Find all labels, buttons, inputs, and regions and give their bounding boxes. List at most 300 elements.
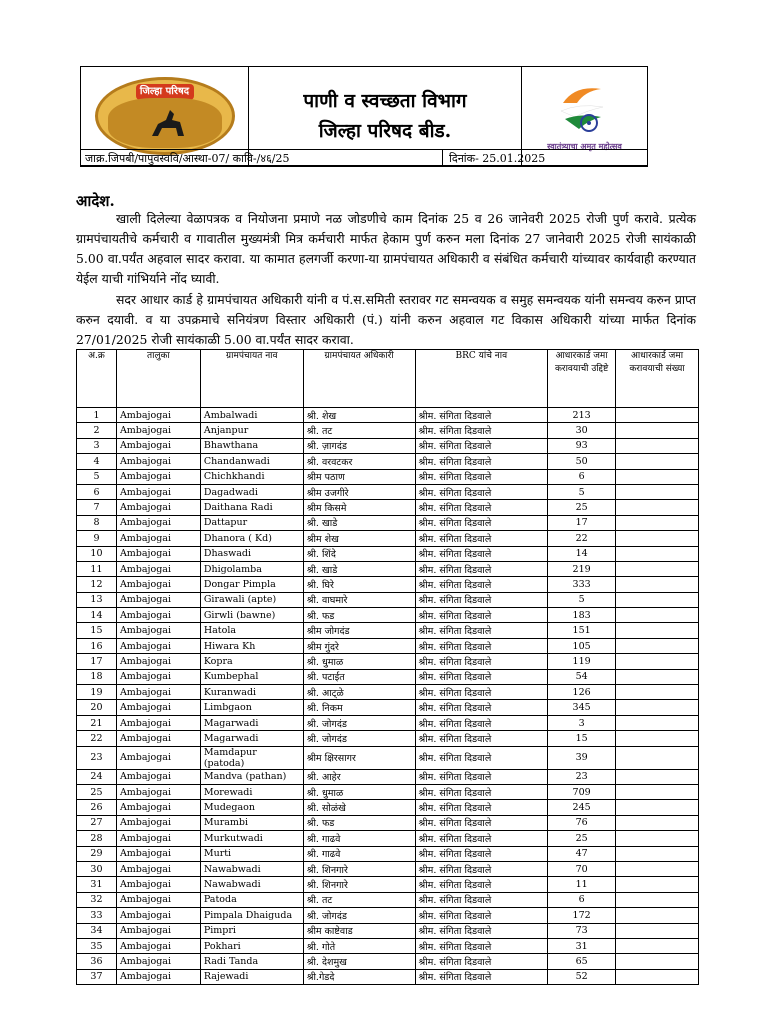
cell-taluka: Ambajogai [116,700,200,715]
cell-target: 6 [548,892,616,907]
header-sr-no: अ.क्र [77,350,117,408]
order-title: आदेश. [76,192,115,210]
cell-gram-panchayat: Dhigolamba [200,561,303,576]
cell-taluka: Ambajogai [116,592,200,607]
order-paragraph-2-text: सदर आधार कार्ड हे ग्रामपंचायत अधिकारी यांनी व पं.स.समिती स्तरावर गट समन्वयक व समुह समन्वयक यांनी समन्वय करुन प्राप्त करुन दयावी. व या उपक्रमाचे सनियंत्रण विस्तार अधिकारी (पं.) यांनी करुन अहवाल गट विकास अधिकारी यांच्या मार्फत दिनांक 27/01/2025 रोजी सायंकाळी 5.00 वा.पर्यंत सादर करावा. [76,292,696,347]
cell-sr-no: 31 [77,877,117,892]
cell-taluka: Ambajogai [116,715,200,730]
table-row [77,846,699,861]
cell-brc-name: श्रीम. संगिता दिडवाले [415,623,548,638]
cell-gram-panchayat: Murti [200,846,303,861]
cell-sr-no: 3 [77,438,117,453]
azadi-logo-caption: स्वातंत्र्याचा अमृत महोत्सव [547,140,622,151]
cell-brc-name: श्रीम. संगिता दिडवाले [415,877,548,892]
cell-brc-name: श्रीम. संगिता दिडवाले [415,669,548,684]
cell-count [616,654,699,669]
cell-count [616,831,699,846]
cell-brc-name: श्रीम. संगिता दिडवाले [415,685,548,700]
table-row [77,685,699,700]
cell-sr-no: 6 [77,484,117,499]
cell-taluka: Ambajogai [116,685,200,700]
cell-gram-panchayat: Magarwadi [200,731,303,746]
cell-brc-name: श्रीम. संगिता दिडवाले [415,861,548,876]
cell-taluka: Ambajogai [116,608,200,623]
cell-gram-panchayat: Radi Tanda [200,954,303,969]
cell-sr-no: 36 [77,954,117,969]
cell-taluka: Ambajogai [116,846,200,861]
cell-taluka: Ambajogai [116,469,200,484]
zilla-parishad-title: जिल्हा परिषद बीड. [318,120,452,142]
cell-count [616,731,699,746]
cell-brc-name: श्रीम. संगिता दिडवाले [415,608,548,623]
reference-number: जाक्र.जिपबी/पापुवस्ववि/आस्था-07/ कावि-/४६/25 [80,150,443,167]
cell-gp-officer: श्री. सोळंखे [303,800,415,815]
table-row [77,423,699,438]
cell-target: 25 [548,500,616,515]
cell-brc-name: श्रीम. संगिता दिडवाले [415,592,548,607]
cell-count [616,784,699,799]
cell-sr-no: 1 [77,408,117,423]
cell-taluka: Ambajogai [116,484,200,499]
cell-brc-name: श्रीम. संगिता दिडवाले [415,454,548,469]
azadi-amrit-mahotsav-logo-icon [545,81,625,139]
cell-gram-panchayat: Chandanwadi [200,454,303,469]
table-row [77,815,699,830]
cell-brc-name: श्रीम. संगिता दिडवाले [415,561,548,576]
cell-taluka: Ambajogai [116,769,200,784]
cell-target: 5 [548,592,616,607]
order-paragraph-2 [76,290,696,350]
cell-taluka: Ambajogai [116,638,200,653]
cell-gp-officer: श्री. फड [303,815,415,830]
cell-sr-no: 7 [77,500,117,515]
cell-gram-panchayat: Pimpri [200,923,303,938]
cell-count [616,469,699,484]
horse-rider-icon [148,106,188,142]
header-taluka: तालुका [116,350,200,408]
cell-count [616,408,699,423]
cell-sr-no: 37 [77,969,117,984]
cell-target: 6 [548,469,616,484]
table-row [77,892,699,907]
cell-gp-officer: श्री. खाडे [303,515,415,530]
cell-count [616,423,699,438]
cell-target: 25 [548,831,616,846]
cell-target: 23 [548,769,616,784]
cell-sr-no: 9 [77,531,117,546]
cell-count [616,892,699,907]
table-row [77,784,699,799]
cell-brc-name: श्रीम. संगिता दिडवाले [415,938,548,953]
cell-brc-name: श्रीम. संगिता दिडवाले [415,846,548,861]
cell-taluka: Ambajogai [116,969,200,984]
cell-target: 70 [548,861,616,876]
cell-sr-no: 35 [77,938,117,953]
cell-gp-officer: श्री. पटाईत [303,669,415,684]
cell-count [616,438,699,453]
cell-sr-no: 20 [77,700,117,715]
table-row [77,938,699,953]
cell-gram-panchayat: Magarwadi [200,715,303,730]
cell-gram-panchayat: Mandva (pathan) [200,769,303,784]
cell-sr-no: 18 [77,669,117,684]
cell-gp-officer: श्री. शिनगारे [303,877,415,892]
cell-sr-no: 2 [77,423,117,438]
cell-sr-no: 24 [77,769,117,784]
cell-count [616,969,699,984]
cell-gp-officer: श्री.गेडदे [303,969,415,984]
cell-taluka: Ambajogai [116,908,200,923]
table-body [77,408,699,985]
header-target: आधारकार्ड जमा करावयाची उद्दिष्टे [548,350,616,408]
cell-count [616,877,699,892]
table-row [77,715,699,730]
cell-taluka: Ambajogai [116,454,200,469]
order-paragraph-1-text: खाली दिलेल्या वेळापत्रक व नियोजना प्रमाणे नळ जोडणीचे काम दिनांक 25 व 26 जानेवरी 2025 रोजी पुर्ण करावे. प्रत्येक ग्रामपंचायतीचे कर्मचारी व गावातील मुख्यमंत्री मित्र कर्मचारी मार्फत हेकाम पुर्ण करुन मला दिनांक 27 जानेवारी 2025 रोजी सायंकाळी 5.00 वा.पर्यंत अहवाल सादर करावा. या कामात हलगर्जी करणा-या ग्रामपंचायत अधिकारी व संबंधित कर्मचारी यांच्यावर कार्यवाही करण्यात येईल याची गांभिर्याने नोंद घ्यावी. [76,211,696,286]
table-row [77,700,699,715]
cell-gram-panchayat: Kuranwadi [200,685,303,700]
cell-gp-officer: श्री. जोगदंड [303,731,415,746]
cell-sr-no: 29 [77,846,117,861]
cell-taluka: Ambajogai [116,669,200,684]
cell-gram-panchayat: Hatola [200,623,303,638]
cell-target: 709 [548,784,616,799]
table-row [77,623,699,638]
cell-target: 76 [548,815,616,830]
cell-taluka: Ambajogai [116,423,200,438]
cell-gp-officer: श्रीम क्षिरसागर [303,746,415,769]
cell-gram-panchayat: Girawali (apte) [200,592,303,607]
cell-count [616,500,699,515]
cell-gp-officer: श्री. गोते [303,938,415,953]
cell-sr-no: 14 [77,608,117,623]
cell-gram-panchayat: Murkutwadi [200,831,303,846]
cell-target: 50 [548,454,616,469]
cell-target: 52 [548,969,616,984]
cell-sr-no: 4 [77,454,117,469]
cell-sr-no: 27 [77,815,117,830]
cell-count [616,638,699,653]
cell-target: 183 [548,608,616,623]
cell-gram-panchayat: Pimpala Dhaiguda [200,908,303,923]
cell-gram-panchayat: Dongar Pimpla [200,577,303,592]
cell-gram-panchayat: Dhaswadi [200,546,303,561]
cell-gp-officer: श्री. शिंदे [303,546,415,561]
cell-gram-panchayat: Mudegaon [200,800,303,815]
cell-taluka: Ambajogai [116,815,200,830]
cell-count [616,592,699,607]
table-row [77,969,699,984]
cell-sr-no: 26 [77,800,117,815]
cell-brc-name: श्रीम. संगिता दिडवाले [415,484,548,499]
cell-gram-panchayat: Daithana Radi [200,500,303,515]
cell-sr-no: 33 [77,908,117,923]
table-row [77,731,699,746]
logo-band: जिल्हा परिषद [136,84,194,100]
cell-gp-officer: श्री. फड [303,608,415,623]
cell-gp-officer: श्रीम पठाण [303,469,415,484]
cell-sr-no: 23 [77,746,117,769]
cell-brc-name: श्रीम. संगिता दिडवाले [415,954,548,969]
header-count: आधारकार्ड जमा करावयाची संख्या [616,350,699,408]
table-row [77,454,699,469]
table-row [77,515,699,530]
cell-brc-name: श्रीम. संगिता दिडवाले [415,423,548,438]
cell-count [616,715,699,730]
table-row [77,746,699,769]
cell-taluka: Ambajogai [116,892,200,907]
cell-sr-no: 16 [77,638,117,653]
cell-target: 126 [548,685,616,700]
cell-count [616,623,699,638]
cell-target: 14 [548,546,616,561]
cell-taluka: Ambajogai [116,546,200,561]
table-row [77,877,699,892]
cell-taluka: Ambajogai [116,500,200,515]
cell-count [616,577,699,592]
cell-brc-name: श्रीम. संगिता दिडवाले [415,908,548,923]
cell-brc-name: श्रीम. संगिता दिडवाले [415,469,548,484]
cell-gram-panchayat: Rajewadi [200,969,303,984]
cell-taluka: Ambajogai [116,861,200,876]
cell-sr-no: 32 [77,892,117,907]
cell-gram-panchayat: Ambalwadi [200,408,303,423]
cell-gram-panchayat: Anjanpur [200,423,303,438]
cell-count [616,561,699,576]
cell-target: 15 [548,731,616,746]
cell-taluka: Ambajogai [116,731,200,746]
cell-brc-name: श्रीम. संगिता दिडवाले [415,892,548,907]
table-header-row [77,350,699,408]
cell-gp-officer: श्री. जोगदंड [303,715,415,730]
cell-count [616,454,699,469]
cell-gp-officer: श्री. आट्ळे [303,685,415,700]
cell-gp-officer: श्रीम गुंदरे [303,638,415,653]
cell-gram-panchayat: Murambi [200,815,303,830]
cell-gp-officer: श्री. तट [303,892,415,907]
table-row [77,561,699,576]
cell-sr-no: 30 [77,861,117,876]
cell-target: 22 [548,531,616,546]
table-row [77,954,699,969]
aadhaar-schedule-table [76,349,699,985]
cell-brc-name: श्रीम. संगिता दिडवाले [415,577,548,592]
cell-gp-officer: श्री. आहेर [303,769,415,784]
cell-brc-name: श्रीम. संगिता दिडवाले [415,815,548,830]
cell-sr-no: 22 [77,731,117,746]
cell-target: 39 [548,746,616,769]
table-row [77,769,699,784]
cell-taluka: Ambajogai [116,654,200,669]
table-row [77,654,699,669]
header-gram-panchayat: ग्रामपंचायत नाव [200,350,303,408]
cell-brc-name: श्रीम. संगिता दिडवाले [415,731,548,746]
cell-target: 105 [548,638,616,653]
cell-gp-officer: श्री. धुमाळ [303,654,415,669]
cell-target: 172 [548,908,616,923]
cell-brc-name: श्रीम. संगिता दिडवाले [415,746,548,769]
reference-row [80,149,648,167]
cell-target: 65 [548,954,616,969]
cell-gp-officer: श्रीम शेख [303,531,415,546]
cell-gp-officer: श्रीम जोगदंड [303,623,415,638]
cell-target: 119 [548,654,616,669]
cell-gram-panchayat: Hiwara Kh [200,638,303,653]
cell-gram-panchayat: Nawabwadi [200,877,303,892]
cell-gram-panchayat: Kopra [200,654,303,669]
cell-gp-officer: श्री. ज़ागदंड [303,438,415,453]
cell-target: 151 [548,623,616,638]
cell-brc-name: श्रीम. संगिता दिडवाले [415,438,548,453]
header-gp-officer: ग्रामपंचायत अधिकारी [303,350,415,408]
cell-sr-no: 19 [77,685,117,700]
cell-gram-panchayat: Patoda [200,892,303,907]
table-row [77,531,699,546]
reference-date: दिनांक- 25.01.2025 [443,150,648,167]
cell-target: 31 [548,938,616,953]
cell-brc-name: श्रीम. संगिता दिडवाले [415,969,548,984]
cell-target: 47 [548,846,616,861]
cell-gp-officer: श्री. शेख [303,408,415,423]
cell-count [616,861,699,876]
table-row [77,408,699,423]
cell-sr-no: 34 [77,923,117,938]
cell-brc-name: श्रीम. संगिता दिडवाले [415,531,548,546]
cell-brc-name: श्रीम. संगिता दिडवाले [415,784,548,799]
cell-gp-officer: श्रीम उजगीरे [303,484,415,499]
cell-count [616,546,699,561]
cell-target: 30 [548,423,616,438]
cell-taluka: Ambajogai [116,623,200,638]
table-row [77,800,699,815]
cell-target: 17 [548,515,616,530]
cell-taluka: Ambajogai [116,954,200,969]
table-row [77,638,699,653]
cell-gram-panchayat: Mamdapur (patoda) [200,746,303,769]
cell-count [616,484,699,499]
cell-gp-officer: श्री. वरवटकर [303,454,415,469]
cell-gp-officer: श्री. गाढवे [303,846,415,861]
cell-brc-name: श्रीम. संगिता दिडवाले [415,546,548,561]
cell-gp-officer: श्रीम किसमे [303,500,415,515]
cell-brc-name: श्रीम. संगिता दिडवाले [415,769,548,784]
cell-gp-officer: श्री. जोगदंड [303,908,415,923]
cell-brc-name: श्रीम. संगिता दिडवाले [415,715,548,730]
cell-taluka: Ambajogai [116,561,200,576]
table-row [77,577,699,592]
cell-brc-name: श्रीम. संगिता दिडवाले [415,500,548,515]
cell-taluka: Ambajogai [116,784,200,799]
cell-target: 333 [548,577,616,592]
cell-gp-officer: श्री. गाढवे [303,831,415,846]
cell-count [616,923,699,938]
cell-sr-no: 8 [77,515,117,530]
table-row [77,438,699,453]
cell-sr-no: 10 [77,546,117,561]
cell-gram-panchayat: Bhawthana [200,438,303,453]
cell-count [616,954,699,969]
cell-taluka: Ambajogai [116,408,200,423]
cell-taluka: Ambajogai [116,938,200,953]
cell-gp-officer: श्री. धुमाळ [303,784,415,799]
cell-brc-name: श्रीम. संगिता दिडवाले [415,923,548,938]
cell-count [616,669,699,684]
cell-sr-no: 11 [77,561,117,576]
cell-target: 3 [548,715,616,730]
cell-brc-name: श्रीम. संगिता दिडवाले [415,831,548,846]
cell-sr-no: 12 [77,577,117,592]
cell-sr-no: 15 [77,623,117,638]
cell-target: 245 [548,800,616,815]
cell-brc-name: श्रीम. संगिता दिडवाले [415,638,548,653]
cell-target: 54 [548,669,616,684]
table-row [77,546,699,561]
cell-taluka: Ambajogai [116,515,200,530]
cell-brc-name: श्रीम. संगिता दिडवाले [415,515,548,530]
cell-gp-officer: श्री. तट [303,423,415,438]
cell-gram-panchayat: Dattapur [200,515,303,530]
cell-gp-officer: श्री. निकम [303,700,415,715]
cell-target: 73 [548,923,616,938]
cell-gram-panchayat: Morewadi [200,784,303,799]
cell-count [616,846,699,861]
cell-gram-panchayat: Girwli (bawne) [200,608,303,623]
table-row [77,831,699,846]
cell-gram-panchayat: Chichkhandi [200,469,303,484]
cell-brc-name: श्रीम. संगिता दिडवाले [415,408,548,423]
cell-count [616,938,699,953]
zilla-parishad-logo [95,77,235,155]
cell-taluka: Ambajogai [116,831,200,846]
cell-count [616,908,699,923]
cell-gp-officer: श्री. खाडे [303,561,415,576]
cell-count [616,769,699,784]
cell-gram-panchayat: Limbgaon [200,700,303,715]
cell-brc-name: श्रीम. संगिता दिडवाले [415,800,548,815]
cell-count [616,800,699,815]
cell-count [616,515,699,530]
cell-target: 219 [548,561,616,576]
table-row [77,923,699,938]
cell-gp-officer: श्री. घिरे [303,577,415,592]
cell-count [616,608,699,623]
table-row [77,592,699,607]
cell-taluka: Ambajogai [116,923,200,938]
order-paragraph-1 [76,209,696,289]
table-row [77,469,699,484]
cell-sr-no: 17 [77,654,117,669]
cell-count [616,815,699,830]
header-brc-name: BRC यांचे नाव [415,350,548,408]
cell-taluka: Ambajogai [116,438,200,453]
cell-sr-no: 13 [77,592,117,607]
cell-gram-panchayat: Dagadwadi [200,484,303,499]
cell-target: 213 [548,408,616,423]
cell-target: 93 [548,438,616,453]
cell-sr-no: 25 [77,784,117,799]
table-row [77,669,699,684]
table-row [77,608,699,623]
cell-count [616,700,699,715]
cell-brc-name: श्रीम. संगिता दिडवाले [415,654,548,669]
cell-gram-panchayat: Pokhari [200,938,303,953]
cell-sr-no: 5 [77,469,117,484]
table-row [77,861,699,876]
cell-taluka: Ambajogai [116,800,200,815]
cell-sr-no: 21 [77,715,117,730]
cell-taluka: Ambajogai [116,531,200,546]
cell-target: 11 [548,877,616,892]
